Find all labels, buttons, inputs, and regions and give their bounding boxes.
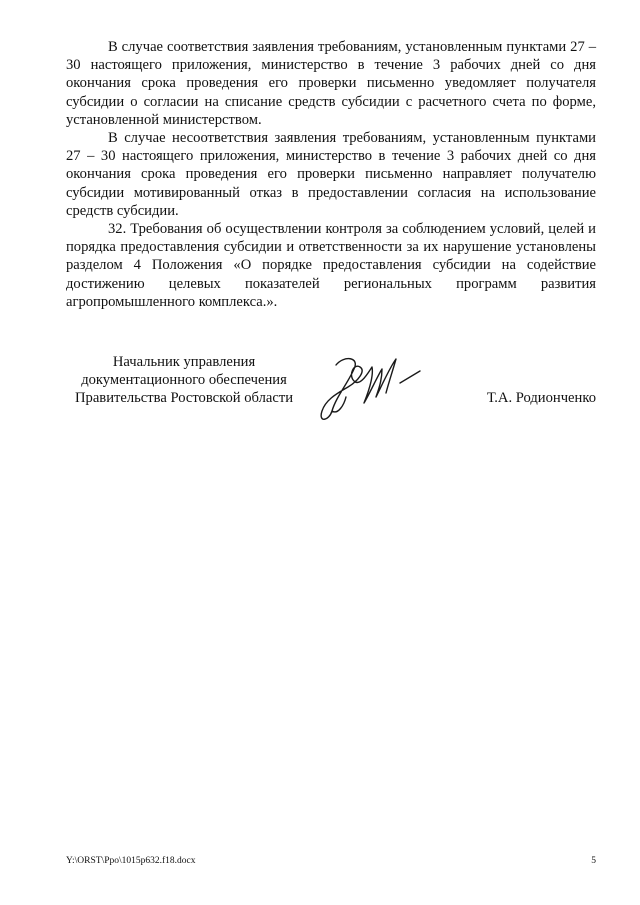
paragraph-noncompliance: В случае несоответствия заявления требованиям, установленным пунктами 27 – 30 настоящего приложения, министерство в течение 3 рабочих дней со дня окончания срока проведения его проверки письменно направляет получателю субсидии мотивированный отказ в предоставлении согласия на использование средств субсидии. xyxy=(66,130,596,219)
handwritten-signature xyxy=(314,353,424,431)
signatory-name: Т.А. Родионченко xyxy=(486,390,596,406)
footer-file-path: Y:\ORST\Ppo\1015p632.f18.docx xyxy=(66,856,196,866)
signatory-position-line: Правительства Ростовской области xyxy=(74,390,294,407)
signatory-position-line: документационного обеспечения xyxy=(81,372,287,389)
document-body xyxy=(66,38,596,311)
signature-block xyxy=(66,353,596,433)
signatory-position xyxy=(66,353,302,408)
signatory-position-line: Начальник управления xyxy=(112,354,256,370)
footer-page-number: 5 xyxy=(591,856,596,866)
paragraph-item-32: 32. Требования об осуществлении контроля за соблюдением условий, целей и порядка предоставления субсидии и ответственности за их нарушение установлены разделом 4 Положения «О порядке предоставления субсидии на содействие достижению целевых показателей региональных программ развития агропромышленного комплекса.». xyxy=(66,221,596,310)
paragraph-compliance: В случае соответствия заявления требованиям, установленным пунктами 27 – 30 настоящего приложения, министерство в течение 3 рабочих дней со дня окончания срока проведения его проверки письменно уведомляет получателя субсидии о согласии на списание средств субсидии с расчетного счета по форме, установленной министерством. xyxy=(66,39,596,128)
